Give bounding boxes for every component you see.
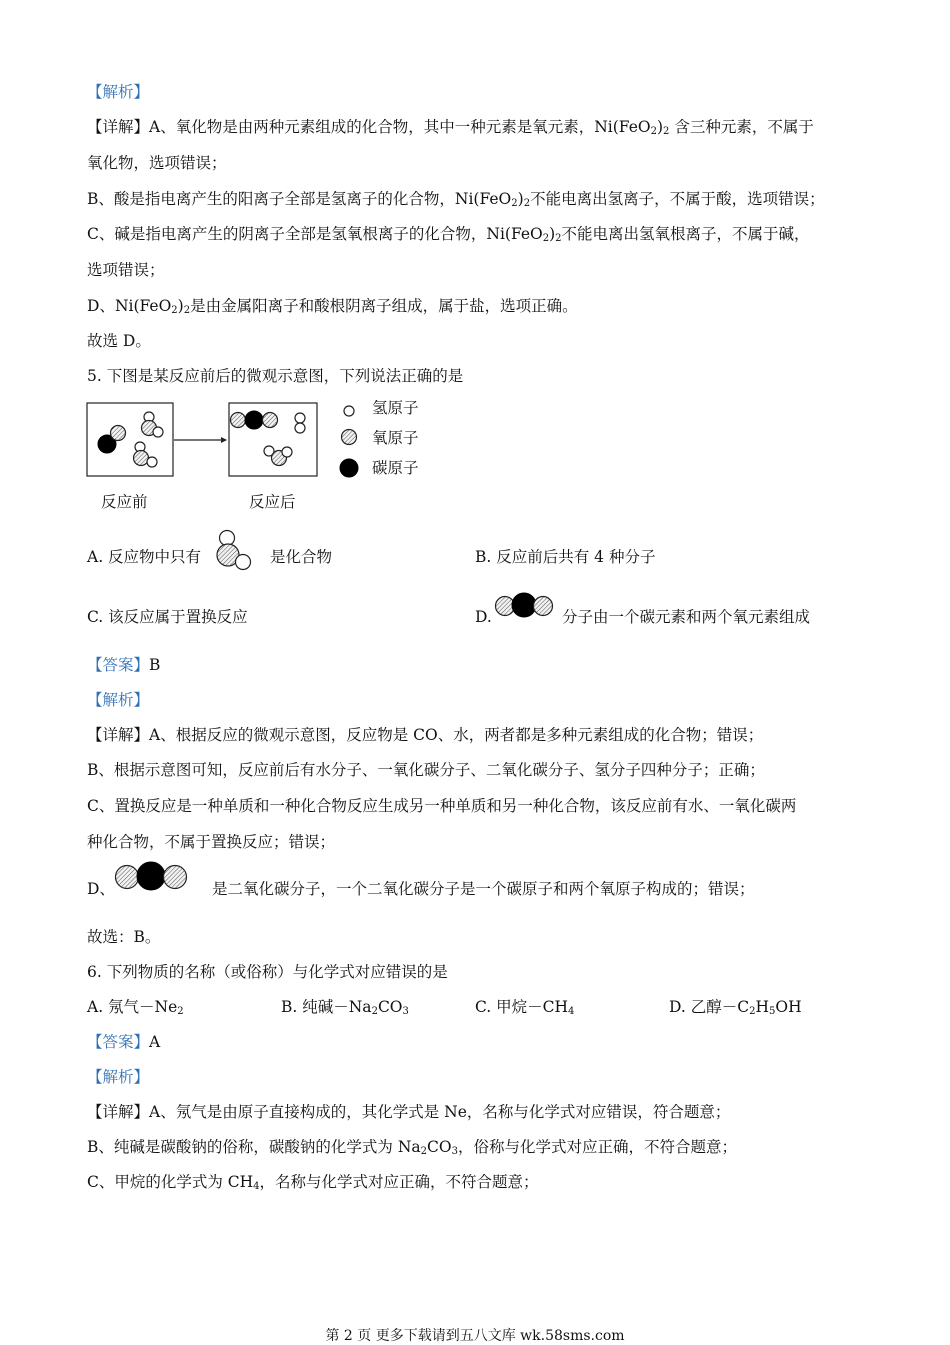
carbon-atom [245,411,263,429]
oxygen-atom [263,413,278,428]
q5-conclusion: 故选：B。 [87,928,161,946]
q5-option-c: C. 该反应属于置换反应 [87,608,248,626]
q6-option-d: D. 乙醇$-C_2H_5OH$ [669,998,802,1017]
q6-detail-c: C、甲烷的化学式为 $CH_4$，名称与化学式对应正确，不符合题意； [87,1173,539,1192]
q4-detail-c: C、碱是指电离产生的阴离子全部是氢氧根离子的化合物，$Ni(FeO_2)_2$不能电离出氢氧根离子，不属于碱， [87,225,810,244]
q6-stem: 6. 下列物质的名称（或俗称）与化学式对应错误的是 [87,963,448,981]
hydrogen-atom [147,457,157,467]
q5-answer: 【答案】B [87,656,161,674]
oxygen-atom [111,426,126,441]
q5-option-b: B. 反应前后共有 4 种分子 [475,548,656,566]
q4-detail-a: 【详解】A、氧化物是由两种元素组成的化合物，其中一种元素是氧元素，$Ni(FeO_2)_2$ 含三种元素，不属于 [87,118,814,137]
q5-detail-a: 【详解】A、根据反应的微观示意图，反应物是 CO、水，两者都是多种元素组成的化合物；错误； [87,726,764,744]
q5-detail-d-pre: D、 [87,880,115,898]
hydrogen-atom [282,447,292,457]
q5-detail-b: B、根据示意图可知，反应前后有水分子、一氧化碳分子、二氧化碳分子、氢分子四种分子；正确； [87,761,765,779]
oxygen-atom [231,413,246,428]
q6-answer: 【答案】A [87,1033,161,1051]
q5-detail-c-cont: 种化合物，不属于置换反应；错误； [87,833,336,851]
q6-option-b: B. 纯碱$-Na_2CO_3$ [281,998,409,1017]
label-after: 反应后 [249,493,296,511]
q4-detail-a-cont: 氧化物，选项错误； [87,154,227,172]
q5-detail-d-post: 是二氧化碳分子，一个二氧化碳分子是一个碳原子和两个氧原子构成的；错误； [212,880,755,898]
legend-hydrogen-icon [341,403,357,419]
q4-detail-d: D、$Ni(FeO_2)_2$是由金属阳离子和酸根阴离子组成，属于盐，选项正确。 [87,297,578,316]
page-footer: 第 2 页 更多下载请到五八文库 wk.58sms.com [325,1328,625,1344]
analysis-heading: 【解析】 [87,83,150,101]
q5-option-d-pre: D. [475,608,492,626]
q5-option-a-post: 是化合物 [270,548,333,566]
q5-analysis-heading: 【解析】 [87,691,150,709]
q5-option-a-pre: A. 反应物中只有 [87,548,202,566]
co2-molecule-icon [114,860,190,894]
oxygen-atom [134,451,149,466]
legend-oxygen: 氧原子 [372,429,419,447]
q5-stem: 5. 下图是某反应前后的微观示意图，下列说法正确的是 [87,367,464,385]
legend-carbon: 碳原子 [372,459,419,477]
q6-detail-a: 【详解】A、氖气是由原子直接构成的，其化学式是 Ne，名称与化学式对应错误，符合题意； [87,1103,731,1121]
q6-option-a: A. 氖气$-Ne_2$ [87,998,184,1017]
q6-option-c: C. 甲烷$-CH_4$ [475,998,575,1017]
q4-detail-c-cont: 选项错误； [87,261,165,279]
label-before: 反应前 [101,493,148,511]
water-molecule-icon [212,528,256,572]
legend-hydrogen: 氢原子 [372,399,419,417]
q4-conclusion: 故选 D。 [87,332,151,350]
q5-detail-c: C、置换反应是一种单质和一种化合物反应生成另一种单质和另一种化合物，该反应前有水、一氧化碳两 [87,797,797,815]
q6-analysis-heading: 【解析】 [87,1068,150,1086]
q4-detail-b: B、酸是指电离产生的阳离子全部是氢离子的化合物，$Ni(FeO_2)_2$不能电离出氢离子，不属于酸，选项错误； [87,190,825,209]
co2-molecule-icon [495,590,555,622]
legend-oxygen-icon [339,427,359,447]
hydrogen-atom [153,427,163,437]
hydrogen-atom [295,423,305,433]
q6-detail-b: B、纯碱是碳酸钠的俗称，碳酸钠的化学式为 $Na_2CO_3$，俗称与化学式对应正确，不符合题意； [87,1138,737,1157]
hydrogen-atom [295,413,305,423]
q5-option-d-post: 分子由一个碳元素和两个氧元素组成 [562,608,811,626]
legend-carbon-icon [338,457,360,479]
